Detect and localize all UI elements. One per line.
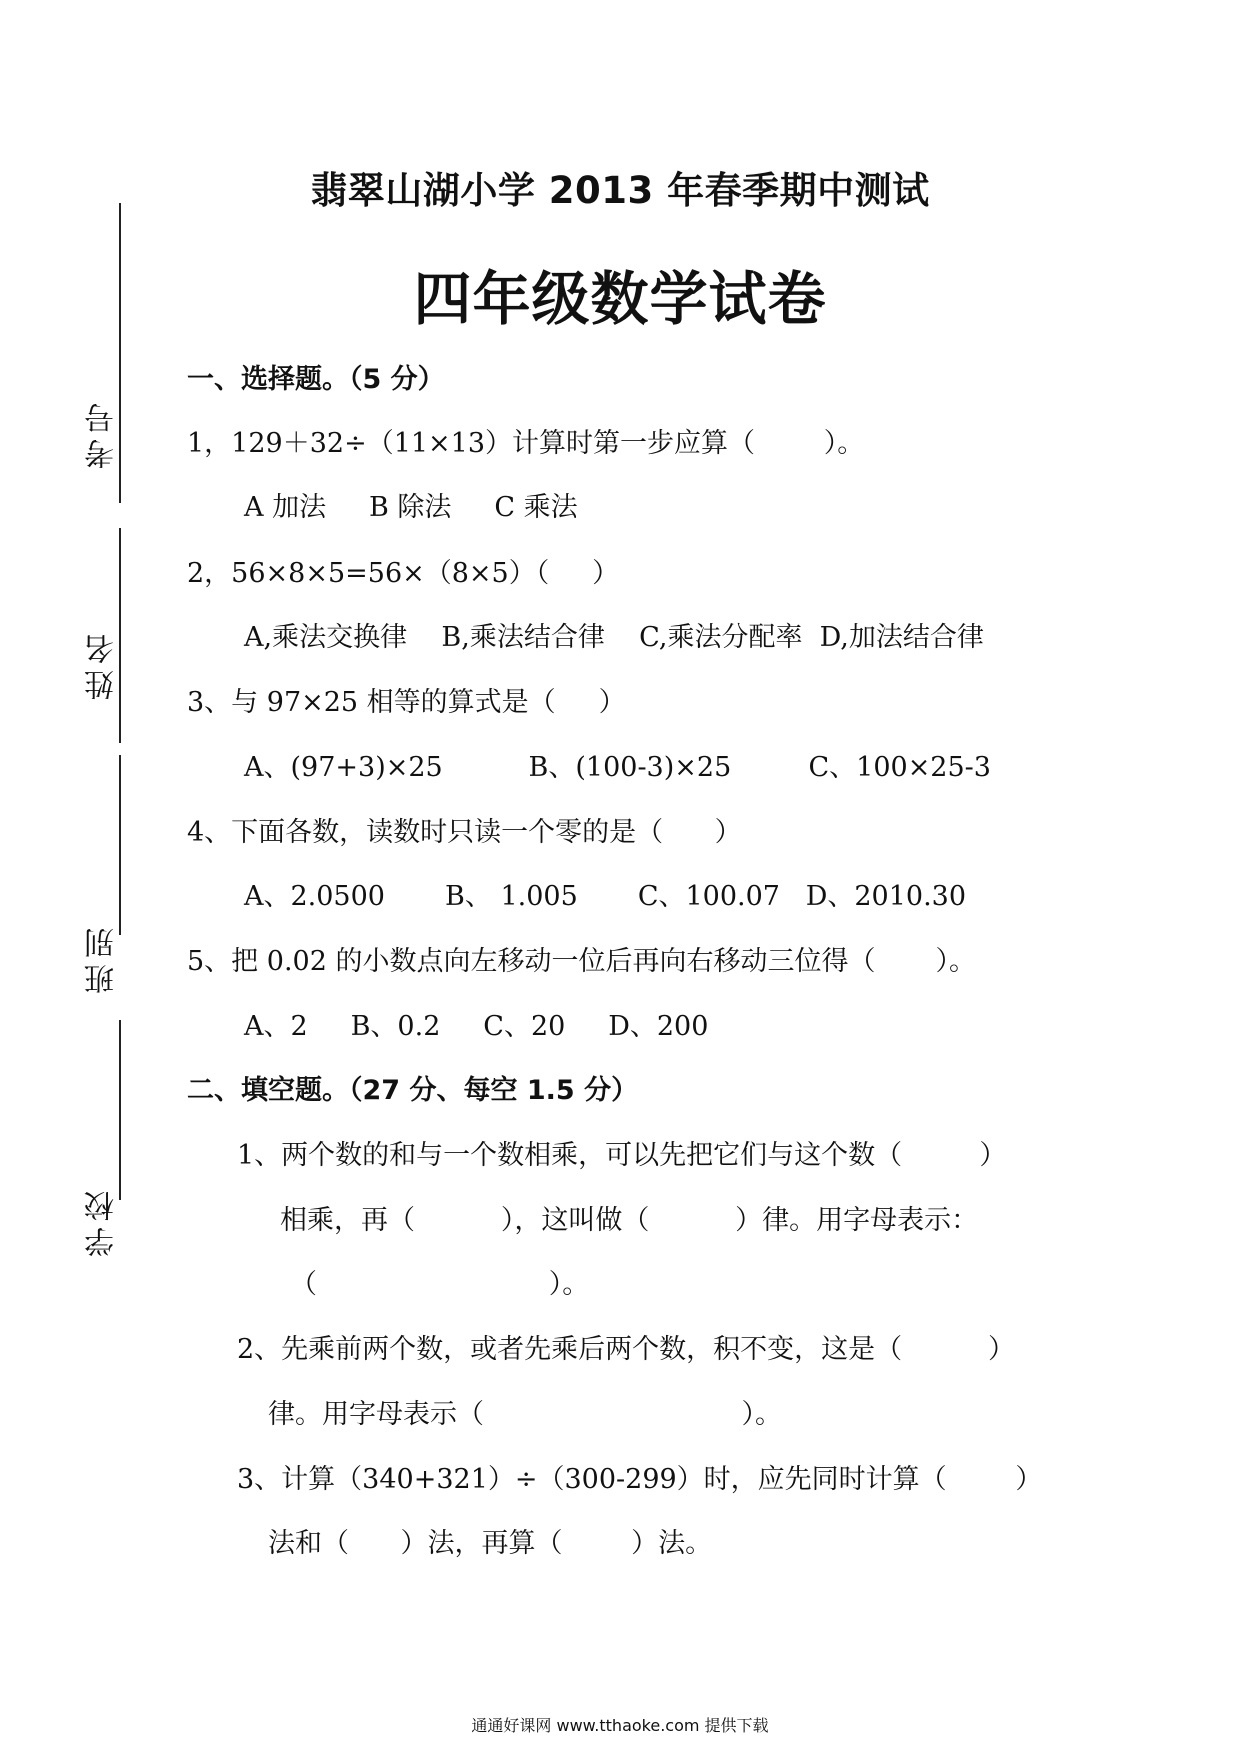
question-options: A 加法 B 除法 C 乘法 bbox=[244, 492, 578, 523]
fill-line: 律。用字母表示（ ）。 bbox=[268, 1399, 782, 1430]
field-label-banbie: 班别 bbox=[85, 922, 120, 994]
paper-title: 四年级数学试卷 bbox=[413, 265, 827, 333]
question-options: A,乘法交换律 B,乘法结合律 C,乘法分配率 D,加法结合律 bbox=[244, 622, 984, 653]
fill-line: 相乘，再（ ），这叫做（ ）律。用字母表示： bbox=[280, 1205, 979, 1236]
field-label-xingming: 姓名 bbox=[85, 628, 120, 700]
fill-line: 法和（ ）法，再算（ ）法。 bbox=[268, 1528, 713, 1559]
question-stem: 2，56×8×5=56×（8×5）（ ） bbox=[187, 558, 620, 589]
fill-line: （ ）。 bbox=[290, 1269, 590, 1300]
binding-line-xuexiao bbox=[119, 1020, 121, 1200]
fill-line: 2、先乘前两个数，或者先乘后两个数，积不变，这是（ ） bbox=[237, 1334, 1016, 1365]
fill-line: 1、两个数的和与一个数相乘，可以先把它们与这个数（ ） bbox=[237, 1140, 1007, 1171]
binding-line-banbie bbox=[119, 755, 121, 935]
question-options: A、2 B、0.2 C、20 D、200 bbox=[244, 1011, 709, 1042]
question-stem: 5、把 0.02 的小数点向左移动一位后再向右移动三位得（ ）。 bbox=[187, 946, 977, 977]
field-label-xuexiao: 学校 bbox=[85, 1185, 120, 1257]
school-title: 翡翠山湖小学 2013 年春季期中测试 bbox=[310, 169, 930, 212]
section-heading-fill: 二、填空题。（27 分、每空 1.5 分） bbox=[187, 1075, 639, 1106]
field-label-kaohao: 考号 bbox=[85, 397, 120, 469]
question-stem: 4、下面各数，读数时只读一个零的是（ ） bbox=[187, 817, 742, 848]
fill-line: 3、计算（340+321）÷（300-299）时，应先同时计算（ ） bbox=[237, 1464, 1043, 1495]
question-stem: 3、与 97×25 相等的算式是（ ） bbox=[187, 687, 626, 718]
question-options: A、2.0500 B、 1.005 C、100.07 D、2010.30 bbox=[244, 881, 967, 912]
section-heading-choice: 一、选择题。（5 分） bbox=[187, 364, 445, 395]
footer-source: 通通好课网 www.tthaoke.com 提供下载 bbox=[471, 1716, 769, 1735]
question-options: A、(97+3)×25 B、(100-3)×25 C、100×25-3 bbox=[244, 752, 991, 783]
question-stem: 1，129＋32÷（11×13）计算时第一步应算（ ）。 bbox=[187, 428, 865, 459]
